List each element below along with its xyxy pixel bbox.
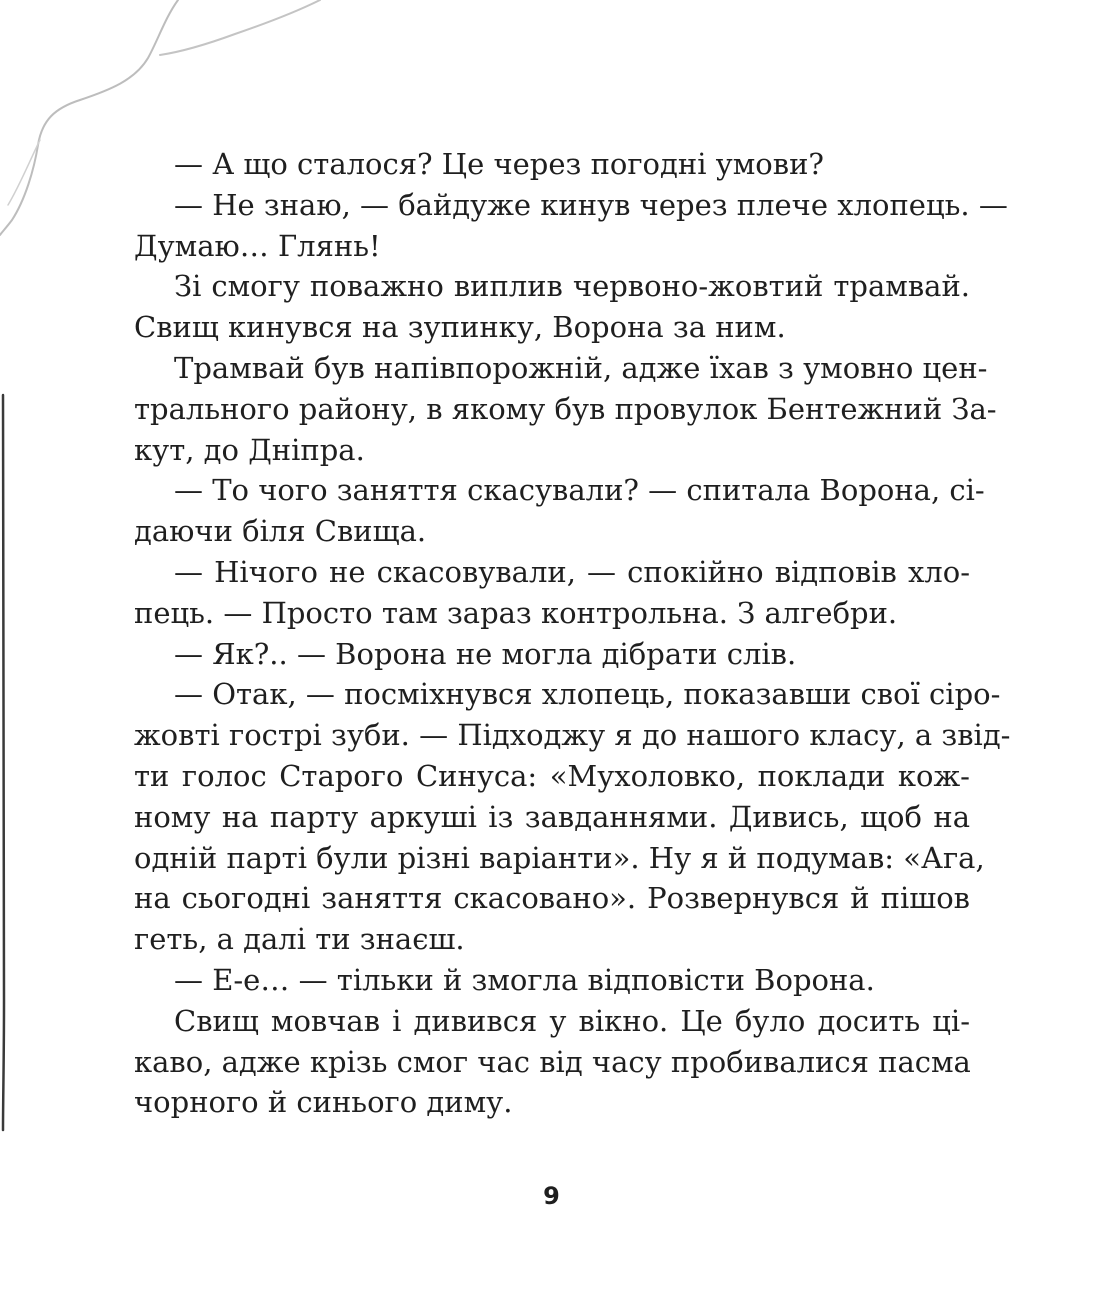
text-line: Свищ мовчав і дивився у вікно. Це було досить ці- [174, 1003, 970, 1038]
body-text [134, 144, 1011, 1123]
text-line: — Нічого не скасовували, — спокійно відповів хло- [174, 554, 970, 589]
text-line: чорного й синього диму. [134, 1085, 513, 1120]
sketch-line-side [8, 140, 40, 205]
page-number: 9 [543, 1182, 560, 1210]
text-line: ти голос Старого Синуса: «Мухоловко, поклади кож- [134, 758, 970, 793]
text-line: геть, а далі ти знаєш. [134, 922, 465, 957]
text-line: Свищ кинувся на зупинку, Ворона за ним. [134, 310, 786, 345]
page-edge-line [3, 395, 4, 1130]
text-line: одній парті були різні варіанти». Ну я й подумав: «Ага, [134, 840, 985, 875]
text-line: каво, адже крізь смог час від часу пробивалися пасма [134, 1044, 971, 1079]
text-line: Зі смогу поважно виплив червоно-жовтий трамвай. [174, 269, 970, 304]
text-line: даючи біля Свища. [134, 514, 427, 549]
sketch-line-top [160, 0, 320, 55]
text-line: — То чого заняття скасували? — спитала Ворона, сі- [174, 473, 985, 508]
text-line: жовті гострі зуби. — Підходжу я до нашого класу, а звід- [134, 718, 1011, 753]
text-line: Думаю… Глянь! [134, 228, 381, 263]
text-line: кут, до Дніпра. [134, 432, 365, 467]
text-line: — Як?.. — Ворона не могла дібрати слів. [174, 636, 797, 671]
text-line: — Е-е… — тільки й змогла відповісти Ворона. [174, 962, 875, 997]
text-line: на сьогодні заняття скасовано». Розвернувся й пішов [134, 881, 970, 916]
text-line: — Отак, — посміхнувся хлопець, показавши свої сіро- [174, 677, 1001, 712]
text-line: Трамвай був напівпорожній, адже їхав з умовно цен- [174, 350, 988, 385]
text-line: трального району, в якому був провулок Бентежний За- [134, 391, 997, 426]
text-line: — А що сталося? Це через погодні умови? [174, 147, 824, 181]
text-line: — Не знаю, — байдуже кинув через плече хлопець. — [174, 187, 1008, 222]
text-line: пець. — Просто там зараз контрольна. З алгебри. [134, 595, 898, 630]
text-line: ному на парту аркуші із завданнями. Дивись, щоб на [134, 799, 970, 834]
